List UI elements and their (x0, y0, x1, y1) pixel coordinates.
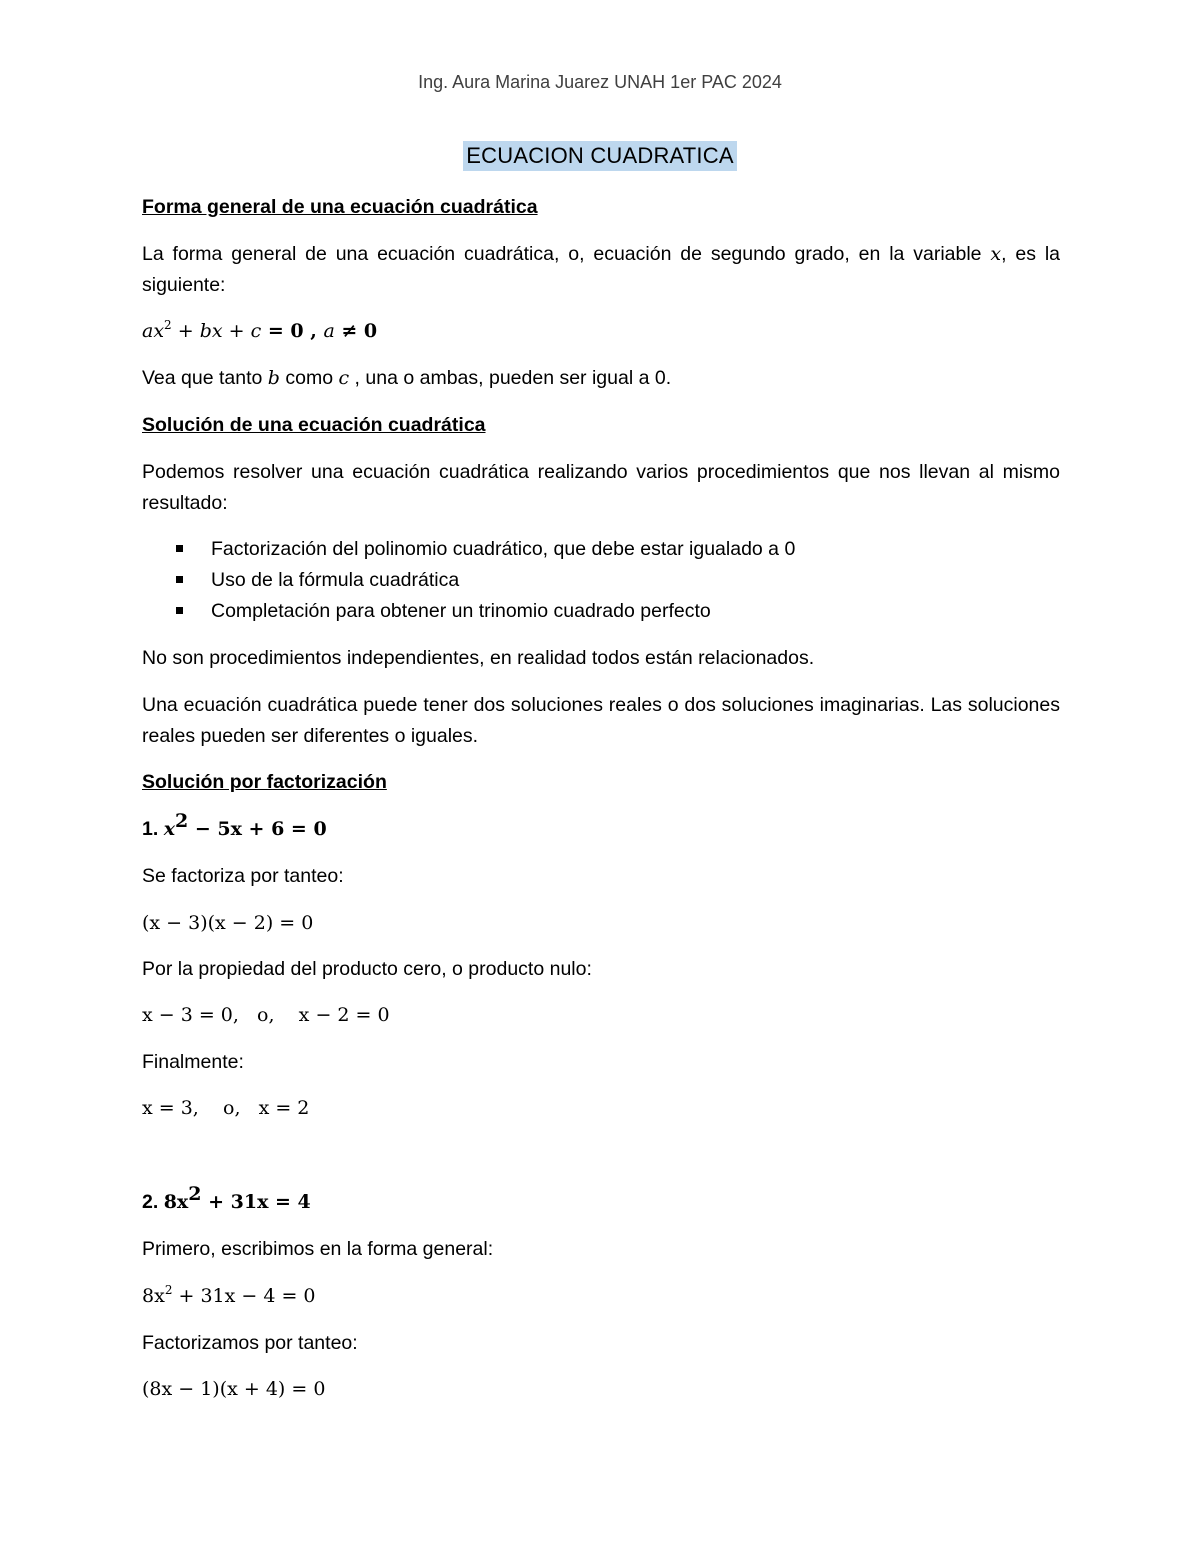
example-1-step-1: Se factoriza por tanteo: (142, 865, 344, 887)
paragraph-general-form (142, 239, 1060, 301)
math-term: + 31x − 4 = 0 (172, 1285, 316, 1307)
math-var: x (211, 320, 223, 342)
math-term: − 5x + 6 = 0 (188, 818, 327, 840)
math-op: + (171, 320, 200, 342)
math-op: = 0 , (261, 320, 324, 342)
math-var: a (142, 320, 154, 342)
list-item-text: Uso de la fórmula cuadrática (211, 569, 460, 591)
paragraph-related: No son procedimientos independientes, en realidad todos están relacionados. (142, 647, 815, 669)
example-2-step-2: Factorizamos por tanteo: (142, 1332, 358, 1354)
paragraph-solution-methods: Podemos resolver una ecuación cuadrática realizando varios procedimientos que nos llevan al mismo resultado: (142, 461, 1060, 514)
example-1-result: x = 3, o, x = 2 (142, 1097, 310, 1119)
example-2-equation (142, 1183, 1060, 1218)
math-term: x (163, 818, 176, 840)
math-exponent: 2 (164, 1283, 173, 1297)
math-var: x (990, 243, 1002, 265)
example-number: 1. (142, 818, 164, 840)
math-var: b (267, 367, 280, 389)
example-number: 2. (142, 1191, 164, 1213)
list-item-text: Factorización del polinomio cuadrático, que debe estar igualado a 0 (211, 538, 796, 560)
equation-general-form (142, 316, 1060, 347)
math-op: ≠ 0 (334, 320, 378, 342)
para-text: , una o ambas, pueden ser igual a 0. (349, 367, 672, 389)
section-heading-factorization: Solución por factorización (142, 771, 387, 793)
math-term: 8x (142, 1285, 165, 1307)
example-1-split: x − 3 = 0, o, x − 2 = 0 (142, 1004, 390, 1026)
bullet-square-icon (176, 607, 183, 614)
para-text: La forma general de una ecuación cuadrática, o, ecuación de segundo grado, en la variable (142, 243, 991, 265)
example-2-factored: (8x − 1)(x + 4) = 0 (142, 1378, 326, 1400)
paragraph-note (142, 363, 1060, 394)
example-1-equation (142, 810, 1060, 845)
math-term: 8x (163, 1191, 189, 1213)
para-text: como (279, 367, 339, 389)
example-1-step-3: Finalmente: (142, 1051, 244, 1073)
math-exponent: 2 (164, 318, 172, 332)
bullet-square-icon (176, 576, 183, 583)
math-var: a (323, 320, 335, 342)
math-exponent: 2 (188, 1183, 202, 1205)
example-2-step-1: Primero, escribimos en la forma general: (142, 1238, 494, 1260)
math-var: c (250, 320, 262, 342)
section-heading-solution: Solución de una ecuación cuadrática (142, 414, 486, 436)
para-text: , es la siguiente: (142, 243, 1060, 296)
math-exponent: 2 (175, 810, 189, 832)
para-text: Vea que tanto (142, 367, 268, 389)
math-var: c (338, 367, 350, 389)
page-header: Ing. Aura Marina Juarez UNAH 1er PAC 2024 (418, 72, 782, 92)
bullet-square-icon (176, 545, 183, 552)
title-container (0, 141, 1200, 171)
document-title: ECUACION CUADRATICA (463, 141, 736, 171)
math-term: + 31x = 4 (201, 1191, 311, 1213)
section-heading-general-form: Forma general de una ecuación cuadrática (142, 196, 538, 218)
math-op: + (222, 320, 251, 342)
example-2-general-form (142, 1281, 1060, 1312)
paragraph-solution-types: Una ecuación cuadrática puede tener dos soluciones reales o dos soluciones imaginarias. Las soluciones reales pueden ser diferentes o iguales. (142, 694, 1060, 747)
example-1-factored: (x − 3)(x − 2) = 0 (142, 912, 314, 934)
math-var: b (199, 320, 212, 342)
math-var: x (153, 320, 165, 342)
example-1-step-2: Por la propiedad del producto cero, o producto nulo: (142, 958, 592, 980)
list-item-text: Completación para obtener un trinomio cuadrado perfecto (211, 600, 711, 622)
